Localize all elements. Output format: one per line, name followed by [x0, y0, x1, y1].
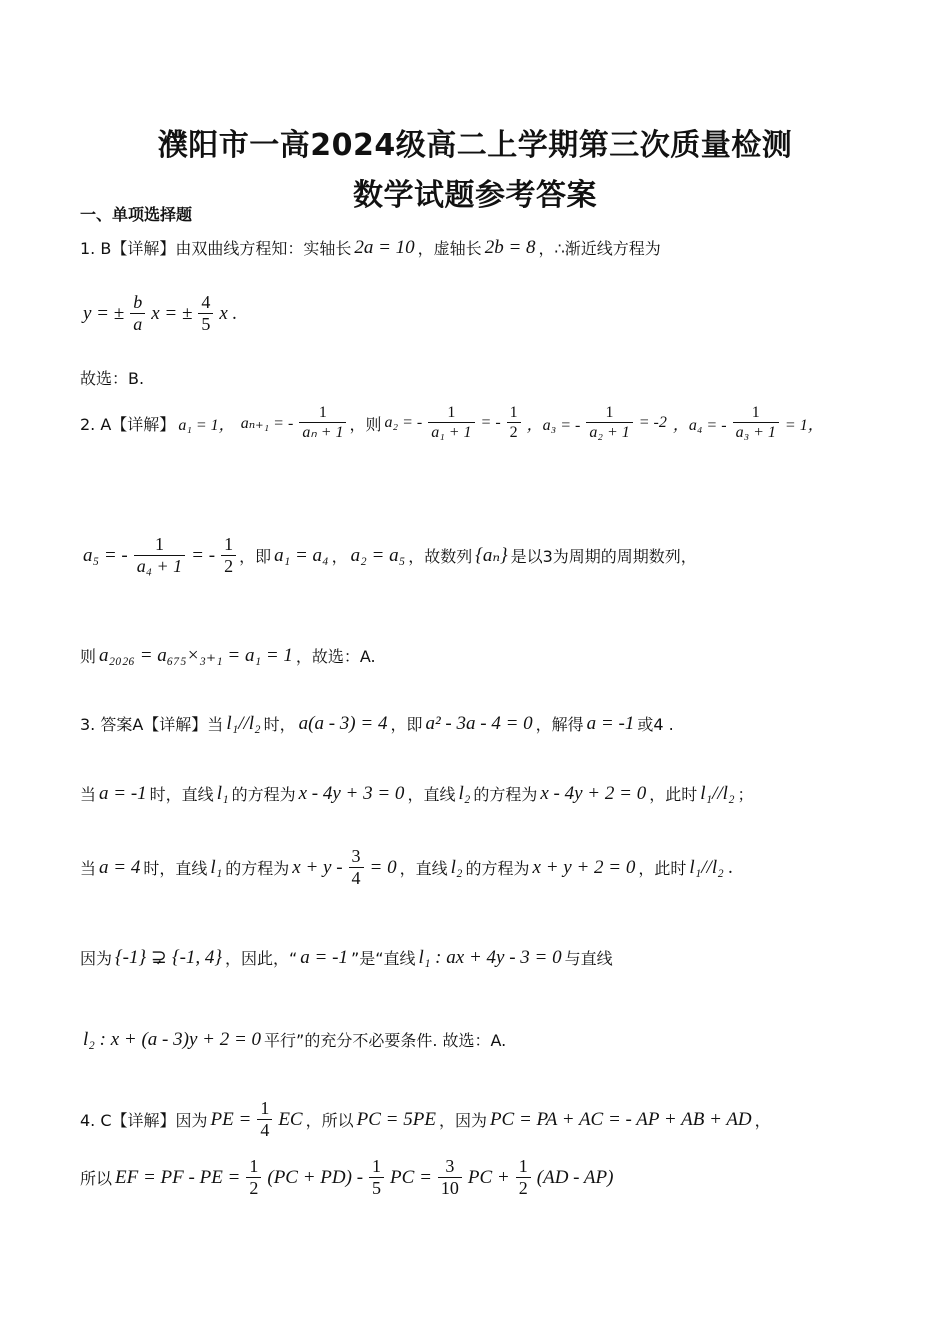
q4-l2-f2n: 1	[372, 1156, 382, 1176]
q4-l1-a: 4. C【详解】因为	[80, 1111, 208, 1131]
q3-l3-f: ，此时	[638, 859, 687, 879]
q4-l1-m1: PE =	[210, 1108, 252, 1130]
q4-l1-m2: PC = 5PE	[356, 1108, 436, 1130]
q3-l2-m4: l₂	[458, 782, 471, 804]
q2-a2-frac	[428, 404, 474, 443]
q3-l2-f: ，此时	[649, 785, 698, 804]
q4-l1-frac	[257, 1098, 272, 1141]
q3-l2-e: 的方程为	[473, 785, 538, 804]
q3-l3-c: 的方程为	[225, 859, 290, 879]
q3-l4-b: ，因此，“	[225, 949, 298, 968]
q2-a2-rfrac	[507, 404, 521, 443]
q3-l4-d: 与直线	[564, 949, 613, 968]
q3-l3-den: 4	[349, 867, 364, 890]
q3-l3-frac	[349, 846, 364, 889]
q2-eq2: a₂ = a₅	[350, 544, 406, 566]
q3-l3-m6: l₁//l₂ .	[689, 856, 734, 878]
q1-choice-text: 故选：B.	[80, 369, 145, 388]
q3-l1-b: 时，	[263, 715, 296, 734]
q2-a5-den: a₄ + 1	[134, 555, 185, 578]
q2-a2-rden: 2	[507, 422, 521, 442]
q2-an1-den: aₙ + 1	[299, 422, 346, 442]
q2-a5-frac	[134, 534, 185, 577]
q4-l1-num: 1	[260, 1098, 270, 1118]
q4-l2-m1: EF = PF - PE =	[115, 1166, 241, 1188]
q4-l1-m3: PC = PA + AC = - AP + AB + AD	[489, 1108, 752, 1130]
q4-l2-frac2	[369, 1156, 384, 1199]
q3-l3-m1: a = 4	[99, 856, 141, 878]
q3-l5-a: 平行”的充分不必要条件. 故选：A.	[264, 1031, 507, 1050]
q3-line-3	[80, 846, 736, 889]
q4-l2-m4: PC +	[467, 1166, 510, 1188]
q2-line3-prefix: 则	[80, 647, 97, 666]
q4-l2-m3: PC =	[390, 1166, 432, 1188]
q1-formula-end: x .	[219, 302, 238, 324]
q3-l3-e: 的方程为	[465, 859, 530, 879]
q4-l2-f4d: 2	[516, 1177, 531, 1200]
q2-prefix: 2. A【详解】	[80, 414, 176, 434]
q3-l4-a: 因为	[80, 949, 113, 968]
q1-frac-2	[198, 292, 213, 335]
q2-a4-num: 1	[751, 404, 760, 421]
q2-an1-frac	[299, 404, 346, 443]
q3-l1-c: ，即	[390, 715, 423, 734]
q3-l1-e: 或4 .	[637, 715, 674, 734]
q4-l1-den: 4	[257, 1119, 272, 1142]
q3-l1-a: 3. 答案A【详解】当	[80, 715, 224, 734]
q3-l4-c: ”是“直线	[350, 949, 416, 968]
q2-a2-left: a₂ = -	[384, 414, 423, 432]
q1-real-axis: 2a = 10	[354, 236, 415, 258]
q2-line3-tail: ，故选：A.	[295, 647, 376, 666]
q3-l2-m1: a = -1	[99, 782, 147, 804]
q1-choice	[80, 366, 144, 389]
q2-a3-eq: = -2	[638, 414, 667, 432]
q4-l2-m2: (PC + PD) -	[267, 1166, 364, 1188]
q3-l3-m2: l₁	[210, 856, 223, 878]
q3-l3-m4: l₂	[450, 856, 463, 878]
q2-a5-num: 1	[154, 534, 164, 554]
q4-l1-c: ，因为	[438, 1111, 487, 1131]
q3-l2-d: ，直线	[407, 785, 456, 804]
q3-line-2	[80, 782, 754, 805]
q4-l1-d: ，	[754, 1111, 771, 1131]
q3-l2-a: 当	[80, 785, 97, 804]
title-line-1: 濮阳市一高2024级高二上学期第三次质量检测	[157, 128, 793, 163]
q2-an1-num: 1	[318, 404, 327, 421]
q3-l4-m1: {-1}	[115, 946, 147, 968]
q1-line-1	[80, 236, 661, 259]
q2-a3-den: a₂ + 1	[586, 422, 632, 442]
q2-line-1	[80, 404, 827, 443]
q2-an1-left: aₙ₊₁ = -	[240, 415, 294, 433]
q4-line-1	[80, 1098, 771, 1141]
q2-a5-rfrac	[221, 534, 236, 577]
q3-l2-m5: x - 4y + 2 = 0	[540, 782, 647, 804]
q4-l2-m5: (AD - AP)	[536, 1166, 614, 1188]
q2-a2-num: 1	[447, 404, 456, 421]
q2-a2-eq: = -	[480, 414, 501, 432]
q1-formula-left: y = ±	[83, 302, 125, 324]
q1-mid: ，虚轴长	[417, 239, 482, 258]
q3-l2-g: ；	[737, 785, 754, 804]
q3-l3-num: 3	[351, 846, 361, 866]
q4-l1-m1b: EC	[278, 1108, 303, 1130]
q4-l2-f2d: 5	[369, 1177, 384, 1200]
q2-a2-rnum: 1	[509, 404, 518, 421]
q3-l3-d: ，直线	[399, 859, 448, 879]
q2-line2-tail: ，故数列	[408, 547, 473, 567]
q2-line-2	[80, 534, 697, 577]
q2-a4-den: a₃ + 1	[733, 422, 779, 442]
q1-frac-1-den: a	[130, 313, 145, 336]
q4-l2-f4n: 1	[518, 1156, 528, 1176]
q3-l3-a: 当	[80, 859, 97, 879]
q3-l1-m3: a² - 3a - 4 = 0	[425, 712, 533, 734]
q4-l2-f1d: 2	[246, 1177, 261, 1200]
q3-line-4	[80, 946, 613, 969]
q2-a1: a₁ = 1，	[178, 416, 235, 434]
section-heading: 一、单项选择题	[80, 205, 193, 224]
q3-l2-m3: x - 4y + 3 = 0	[298, 782, 405, 804]
q2-a4-left: ，a₄ = -	[672, 416, 727, 434]
q3-l2-m6: l₁//l₂	[700, 782, 735, 804]
q2-a5-left: a₅ = -	[83, 544, 128, 566]
q3-l3-m3: x + y -	[292, 856, 343, 878]
q2-comma: ，	[331, 547, 348, 567]
q3-l1-m4: a = -1	[586, 712, 635, 734]
q4-l2-frac3	[438, 1156, 462, 1199]
q1-formula	[80, 292, 240, 335]
q4-l2-a: 所以	[80, 1169, 113, 1189]
q3-l3-m3b: = 0	[369, 856, 397, 878]
q1-frac-2-num: 4	[201, 292, 211, 312]
q3-line-5	[80, 1028, 506, 1051]
q3-l4-m2: {-1, 4}	[171, 946, 222, 968]
q4-l2-f3n: 3	[445, 1156, 455, 1176]
q2-line2-end: 是以3为周期的周期数列，	[510, 547, 697, 567]
q2-then: ，则	[349, 414, 382, 434]
q4-l1-b: ，所以	[305, 1111, 354, 1131]
q3-l4-sym: ⊋	[151, 947, 167, 968]
q3-l4-m3: a = -1	[300, 946, 348, 968]
title-line-2: 数学试题参考答案	[353, 178, 597, 213]
q3-l1-d: ，解得	[535, 715, 584, 734]
q4-line-2	[80, 1156, 616, 1199]
q2-a3-left: ，a₃ = -	[526, 416, 581, 434]
q2-a5-eq: = -	[191, 544, 216, 566]
q1-frac-1	[130, 292, 145, 335]
q2-a2-den: a₁ + 1	[428, 422, 474, 442]
q3-l3-b: 时，直线	[143, 859, 208, 879]
q2-a5-rden: 2	[221, 555, 236, 578]
q2-a3-frac	[586, 404, 632, 443]
q4-l2-f1n: 1	[249, 1156, 259, 1176]
q2-line2-mid: ，即	[239, 547, 272, 567]
q1-prefix: 1. B【详解】由双曲线方程知：实轴长	[80, 239, 352, 258]
q1-frac-2-den: 5	[198, 313, 213, 336]
q2-a5-rnum: 1	[224, 534, 234, 554]
q4-l2-frac4	[516, 1156, 531, 1199]
q2-a3-num: 1	[605, 404, 614, 421]
q4-l2-f3d: 10	[438, 1177, 462, 1200]
q3-l1-m1: l₁//l₂	[226, 712, 261, 734]
q1-imag-axis: 2b = 8	[484, 236, 536, 258]
q2-eq1: a₁ = a₄	[274, 544, 329, 566]
q3-l2-m2: l₁	[216, 782, 229, 804]
q1-tail: ，∴渐近线方程为	[538, 239, 661, 258]
q1-frac-1-num: b	[133, 292, 143, 312]
q3-l4-m4: l₁ : ax + 4y - 3 = 0	[418, 946, 562, 968]
q3-line-1	[80, 712, 674, 735]
q4-l2-frac1	[246, 1156, 261, 1199]
q3-l5-m1: l₂ : x + (a - 3)y + 2 = 0	[83, 1028, 262, 1050]
q2-a4-eq: = 1，	[784, 416, 824, 434]
q1-formula-mid: x = ±	[151, 302, 193, 324]
q2-a4-frac	[733, 404, 779, 443]
q3-l2-c: 的方程为	[231, 785, 296, 804]
q3-l2-b: 时，直线	[149, 785, 214, 804]
q2-seq: {aₙ}	[475, 545, 508, 567]
q2-line3-formula: a₂₀₂₆ = a₆₇₅×₃₊₁ = a₁ = 1	[99, 645, 293, 666]
q3-l3-m5: x + y + 2 = 0	[532, 856, 636, 878]
q2-line-3	[80, 644, 376, 667]
q3-l1-m2: a(a - 3) = 4	[298, 712, 388, 734]
